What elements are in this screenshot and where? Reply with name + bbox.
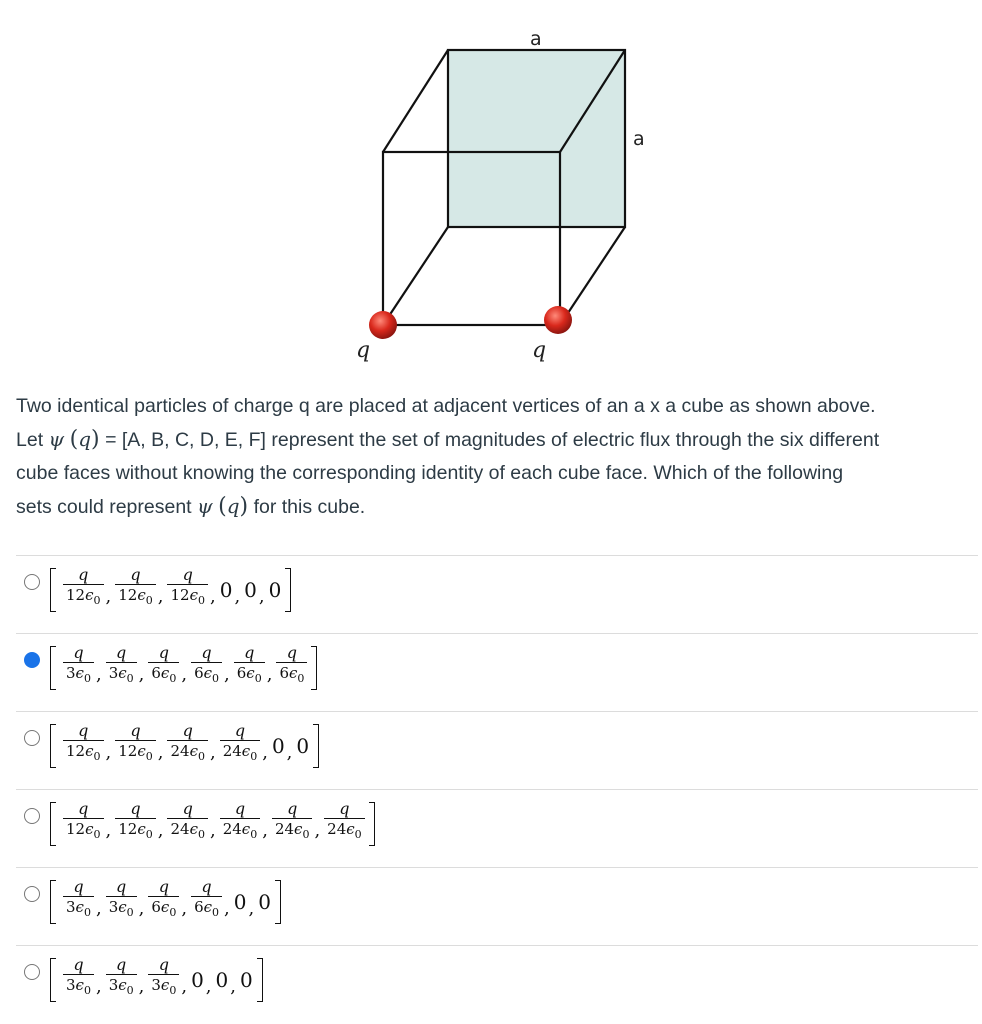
fraction-term [63,800,104,844]
answer-expression [50,560,291,620]
comma-separator: , [105,741,112,763]
answer-expression [50,638,317,698]
fraction-term [220,722,261,766]
answer-radio[interactable] [24,886,40,902]
comma-separator: , [105,585,112,607]
fraction-term [63,644,94,688]
fraction-numerator: q [244,643,255,662]
fraction-term [63,566,104,610]
epsilon-symbol: ϵ [118,664,127,682]
fraction-numerator: q [158,955,169,974]
fraction-term [106,878,137,922]
epsilon-subscript: 0 [197,594,205,607]
epsilon-symbol: ϵ [203,664,213,682]
comma-separator: , [157,585,164,607]
comma-separator: , [181,897,188,919]
answer-option[interactable] [16,633,978,711]
epsilon-subscript: 0 [250,750,258,763]
zero-term: 0 [240,968,253,992]
fraction-numerator: q [130,565,141,584]
fraction-denominator [148,662,179,688]
epsilon-symbol: ϵ [85,742,94,760]
epsilon-symbol: ϵ [241,742,251,760]
comma-separator: , [95,975,102,997]
epsilon-symbol: ϵ [189,586,198,604]
zero-term: 0 [271,734,285,758]
epsilon-subscript: 0 [145,750,153,763]
comma-separator: , [95,663,102,685]
fraction-numerator: q [201,877,212,896]
comma-separator: , [248,897,255,919]
denominator-coefficient: 24 [170,742,190,760]
fraction-denominator [191,662,222,688]
zero-term: 0 [268,578,282,602]
question-line-2-rest: = [A, B, C, D, E, F] represent the set of magnitudes of electric flux through the six different [105,429,880,451]
fraction-term [63,722,104,766]
fraction-term [167,566,208,610]
fraction-term [106,956,137,1000]
answer-option[interactable] [16,867,978,945]
fraction-term [234,644,265,688]
fraction-numerator: q [116,877,127,896]
comma-separator: , [157,819,164,841]
edge-label-top: a [530,28,542,50]
fraction-denominator [115,818,156,844]
epsilon-symbol: ϵ [246,664,255,682]
epsilon-symbol: ϵ [189,820,198,838]
comma-separator: , [258,585,265,607]
epsilon-subscript: 0 [93,828,101,841]
fraction-numerator: q [130,799,141,818]
epsilon-subscript: 0 [297,672,305,685]
epsilon-subscript: 0 [145,594,153,607]
fraction-numerator: q [116,955,127,974]
fraction-numerator: q [73,955,84,974]
epsilon-symbol: ϵ [118,976,127,994]
fraction-term [324,800,365,844]
comma-separator: , [181,975,188,997]
fraction-term [191,878,222,922]
zero-term: 0 [244,578,257,602]
fraction-denominator [115,740,156,766]
comma-separator: , [314,819,321,841]
zero-term: 0 [215,968,229,992]
comma-separator: , [262,741,268,763]
denominator-coefficient: 3 [108,898,119,916]
right-bracket [311,646,317,690]
fraction-denominator [63,584,104,610]
denominator-coefficient: 3 [108,664,119,682]
fraction-numerator: q [182,799,193,818]
fraction-denominator [148,896,179,922]
denominator-coefficient: 6 [151,898,161,916]
answer-radio[interactable] [24,964,40,980]
right-bracket [285,568,291,612]
fraction-term [276,644,307,688]
comma-separator: , [181,663,188,685]
epsilon-subscript: 0 [197,750,205,763]
comma-separator: , [262,819,268,841]
fraction-term [167,722,208,766]
fraction-numerator: q [339,799,350,818]
epsilon-subscript: 0 [93,750,101,763]
epsilon-symbol: ϵ [75,898,84,916]
fraction-denominator [106,896,137,922]
denominator-coefficient: 24 [274,820,295,838]
question-line-4-start: sets could represent [16,496,192,518]
denominator-coefficient: 12 [66,586,86,604]
left-bracket [50,802,56,846]
epsilon-symbol: ϵ [75,664,84,682]
epsilon-symbol: ϵ [346,820,355,838]
epsilon-symbol: ϵ [203,898,213,916]
denominator-coefficient: 12 [170,586,190,604]
fraction-denominator [191,896,222,922]
fraction-numerator: q [158,643,169,662]
epsilon-symbol: ϵ [294,820,303,838]
fraction-denominator [63,818,104,844]
question-line-4 [16,490,974,524]
charge-label-left: q [356,338,371,363]
epsilon-subscript: 0 [93,594,101,607]
fraction-term [63,956,94,1000]
psi-symbol-2: ψ [197,494,213,518]
fraction-numerator: q [234,799,246,818]
denominator-coefficient: 24 [222,742,242,760]
answer-expression [50,950,263,1010]
answer-option[interactable] [16,945,978,1023]
fraction-numerator: q [182,565,193,584]
fraction-denominator [106,662,137,688]
denominator-coefficient: 12 [118,742,138,760]
answer-radio[interactable] [24,730,40,746]
epsilon-symbol: ϵ [75,976,84,994]
fraction-denominator [115,584,156,610]
epsilon-symbol: ϵ [160,976,170,994]
epsilon-symbol: ϵ [160,664,170,682]
fraction-denominator [148,974,179,1000]
q-variable-2: q [226,494,240,518]
answer-expression [50,716,319,776]
fraction-term [220,800,261,844]
fraction-numerator: q [182,721,193,740]
fraction-denominator [220,740,261,766]
paren-close-2: ) [239,494,249,519]
comma-separator: , [209,741,216,763]
epsilon-symbol: ϵ [189,742,198,760]
answer-radio[interactable] [24,652,40,668]
right-bracket [275,880,281,924]
epsilon-subscript: 0 [212,672,220,685]
fraction-term [115,800,156,844]
fraction-denominator [167,584,208,610]
denominator-coefficient: 3 [151,976,161,994]
charge-left-sphere [369,311,397,339]
answer-option[interactable] [16,555,978,633]
answer-option[interactable] [16,711,978,789]
fraction-numerator: q [287,799,298,818]
q-variable: q [78,427,92,451]
fraction-term [167,800,208,844]
epsilon-subscript: 0 [83,906,91,919]
fraction-numerator: q [130,721,141,740]
denominator-coefficient: 3 [66,664,76,682]
epsilon-subscript: 0 [302,828,310,841]
left-bracket [50,724,56,768]
let-word: Let [16,429,44,451]
zero-term: 0 [258,890,271,914]
fraction-numerator: q [78,721,89,740]
comma-separator: , [105,819,112,841]
fraction-denominator [276,662,307,688]
fraction-denominator [234,662,265,688]
epsilon-subscript: 0 [126,672,134,685]
charge-label-right: q [532,338,547,363]
left-bracket [50,646,56,690]
answer-radio[interactable] [24,808,40,824]
question-line-3: cube faces without knowing the corresponding identity of each cube face. Which of the following [16,462,844,484]
fraction-numerator: q [78,565,89,584]
charge-right-sphere [544,306,572,334]
fraction-denominator [106,974,137,1000]
fraction-denominator [272,818,313,844]
epsilon-symbol: ϵ [160,898,170,916]
fraction-denominator [324,818,365,844]
shaded-back-face [448,50,625,227]
fraction-denominator [63,896,94,922]
paren-open: ( [69,427,79,452]
epsilon-symbol: ϵ [85,586,94,604]
comma-separator: , [209,819,216,841]
epsilon-subscript: 0 [169,984,177,997]
denominator-coefficient: 6 [279,664,289,682]
zero-term: 0 [296,734,310,758]
epsilon-subscript: 0 [169,672,177,685]
fraction-term [148,878,179,922]
fraction-numerator: q [286,643,298,662]
question-line-4-end: for this cube. [253,496,366,518]
fraction-denominator [220,818,261,844]
fraction-denominator [63,740,104,766]
epsilon-subscript: 0 [212,906,220,919]
epsilon-symbol: ϵ [137,742,146,760]
denominator-coefficient: 6 [194,664,204,682]
denominator-coefficient: 3 [66,976,76,994]
epsilon-symbol: ϵ [118,898,127,916]
denominator-coefficient: 24 [170,820,190,838]
zero-term: 0 [219,578,233,602]
epsilon-subscript: 0 [83,984,91,997]
epsilon-symbol: ϵ [137,586,146,604]
question-line-2 [16,423,974,457]
fraction-term [63,878,94,922]
epsilon-subscript: 0 [145,828,153,841]
zero-term: 0 [233,890,247,914]
right-bracket [313,724,319,768]
denominator-coefficient: 3 [108,976,119,994]
fraction-denominator [167,818,208,844]
epsilon-symbol: ϵ [85,820,94,838]
comma-separator: , [95,897,102,919]
answer-radio[interactable] [24,574,40,590]
fraction-numerator: q [78,799,89,818]
edge-label-side: a [633,128,645,150]
comma-separator: , [205,975,212,997]
epsilon-subscript: 0 [169,906,177,919]
denominator-coefficient: 6 [236,664,247,682]
left-bracket [50,958,56,1002]
question-text [16,390,974,524]
psi-symbol: ψ [48,427,65,451]
epsilon-subscript: 0 [354,828,362,841]
epsilon-subscript: 0 [126,906,134,919]
paren-close: ) [91,427,100,452]
denominator-coefficient: 6 [151,664,161,682]
left-bracket [50,880,56,924]
epsilon-symbol: ϵ [288,664,298,682]
fraction-numerator: q [116,643,127,662]
comma-separator: , [138,663,145,685]
denominator-coefficient: 3 [66,898,76,916]
fraction-denominator [63,974,94,1000]
epsilon-symbol: ϵ [241,820,251,838]
fraction-term [148,956,179,1000]
comma-separator: , [224,663,230,685]
fraction-term [115,722,156,766]
fraction-numerator: q [73,877,84,896]
fraction-numerator: q [234,721,246,740]
answer-option[interactable] [16,789,978,867]
epsilon-subscript: 0 [250,828,258,841]
comma-separator: , [266,663,273,685]
epsilon-subscript: 0 [197,828,205,841]
denominator-coefficient: 12 [66,742,86,760]
comma-separator: , [157,741,164,763]
answer-expression [50,794,375,854]
denominator-coefficient: 24 [222,820,242,838]
right-bracket [257,958,263,1002]
epsilon-symbol: ϵ [137,820,146,838]
paren-open-2: ( [218,494,227,519]
fraction-term [115,566,156,610]
epsilon-subscript: 0 [126,984,134,997]
comma-separator: , [286,741,293,763]
cube-figure [0,0,982,380]
fraction-numerator: q [73,643,84,662]
epsilon-subscript: 0 [83,672,91,685]
fraction-numerator: q [201,643,212,662]
denominator-coefficient: 12 [118,820,138,838]
fraction-term [272,800,313,844]
fraction-denominator [63,662,94,688]
denominator-coefficient: 12 [66,820,86,838]
comma-separator: , [224,897,230,919]
denominator-coefficient: 6 [194,898,204,916]
question-line-1: Two identical particles of charge q are placed at adjacent vertices of an a x a cube as shown above. [16,395,876,417]
comma-separator: , [234,585,241,607]
answer-list [16,555,978,1023]
fraction-numerator: q [158,877,169,896]
comma-separator: , [230,975,236,997]
comma-separator: , [138,897,145,919]
fraction-term [191,644,222,688]
right-bracket [369,802,375,846]
denominator-coefficient: 12 [118,586,138,604]
denominator-coefficient: 24 [327,820,347,838]
left-bracket [50,568,56,612]
comma-separator: , [209,585,216,607]
comma-separator: , [138,975,145,997]
fraction-term [148,644,179,688]
answer-expression [50,872,281,932]
epsilon-subscript: 0 [254,672,262,685]
fraction-denominator [167,740,208,766]
fraction-term [106,644,137,688]
zero-term: 0 [191,968,204,992]
